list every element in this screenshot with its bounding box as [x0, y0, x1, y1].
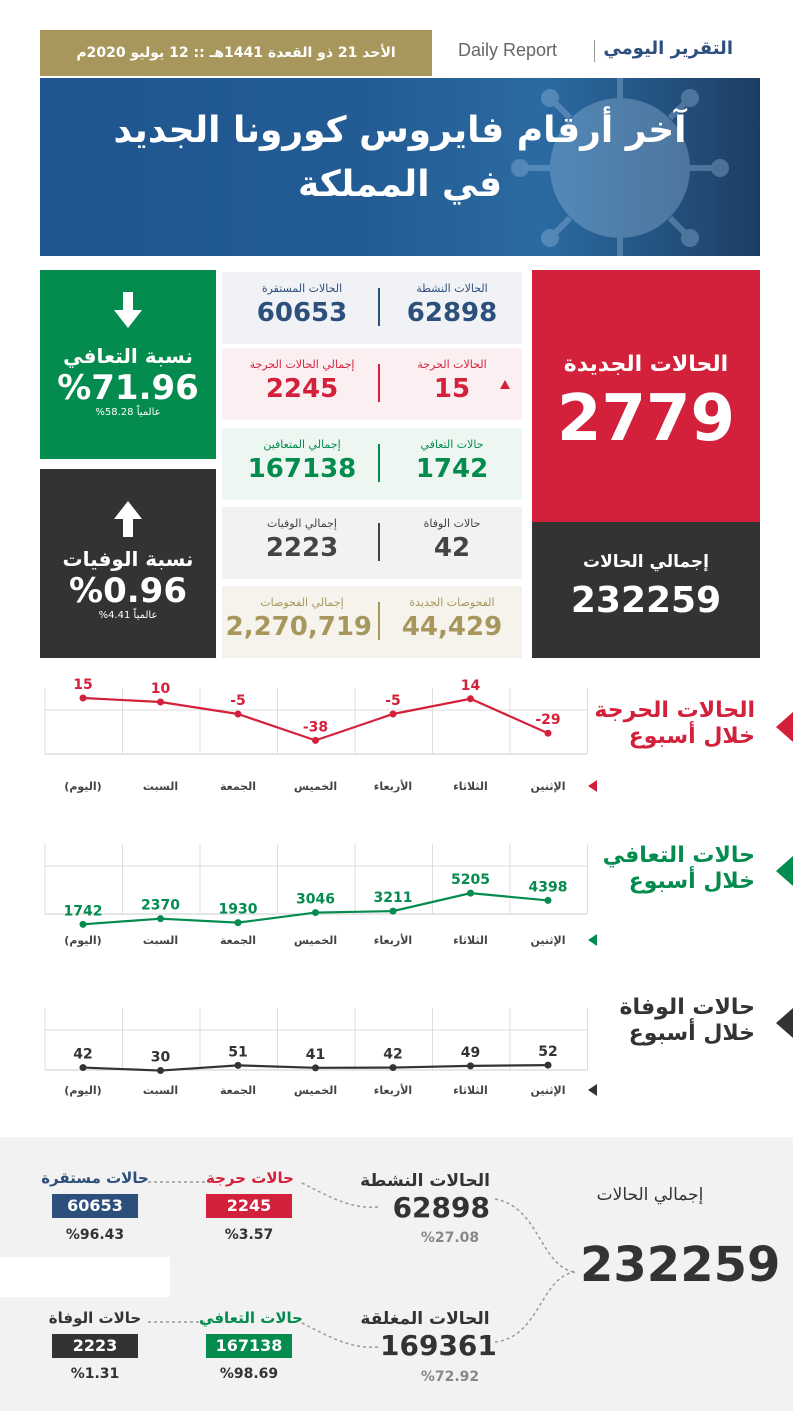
chart-data-label: 3046 [296, 891, 335, 908]
critical-chart-title [594, 698, 755, 751]
recovery-rate-value: %71.96 [57, 368, 199, 408]
chart-point [312, 909, 319, 916]
recovered-chip: 167138 [206, 1334, 292, 1358]
recovery-chart-marker-icon [776, 856, 793, 886]
chart-tick-label: السبت [142, 1084, 179, 1097]
chart-tick-label: السبت [142, 934, 179, 947]
critical-pct: %3.57 [224, 1227, 274, 1243]
total-cases-label: إجمالي الحالات [583, 552, 709, 572]
recovered-pct: %98.69 [219, 1366, 279, 1382]
chart-point [80, 1064, 87, 1071]
chart-data-label: 42 [383, 1046, 403, 1063]
chart-point [80, 695, 87, 702]
chart-tick-label: الأربعاء [373, 780, 413, 793]
chart-data-label: 15 [73, 677, 93, 693]
chart-data-label: -29 [535, 712, 561, 729]
stat-left-value: 2223 [265, 533, 339, 563]
chart-point [235, 1062, 242, 1069]
report-date: الأحد 21 ذو القعدة 1441هـ :: 12 يوليو 2020م [76, 45, 396, 61]
deaths-chart-title-line2: خلال أسبوع [628, 1021, 755, 1047]
chart-tick-label: (اليوم) [64, 1084, 102, 1097]
stat-row [222, 348, 522, 420]
chart-axis-marker-icon [588, 1084, 597, 1096]
chart-data-label: 41 [305, 1046, 326, 1063]
stat-left-label: إجمالي الحالات الحرجة [249, 358, 355, 371]
chart-point [312, 737, 319, 744]
chart-data-label: 49 [460, 1044, 481, 1061]
headline-line-1: آخر أرقام فايروس كورونا الجديد [113, 110, 687, 151]
death-rate-label: نسبة الوفيات [62, 547, 194, 571]
active-cases-label: الحالات النشطة [360, 1171, 490, 1191]
breakdown-total-value: 232259 [580, 1237, 781, 1293]
recovery-rate-label: نسبة التعافي [63, 344, 193, 368]
breakdown-separator [0, 1257, 170, 1297]
stat-left-label: إجمالي المتعافين [263, 438, 341, 451]
chart-data-label: 14 [460, 677, 481, 694]
critical-cases-chart [40, 670, 600, 800]
stat-row [222, 586, 522, 658]
recovery-chart-title [603, 843, 755, 896]
recovery-chart-title-line2: خلال أسبوع [628, 869, 755, 895]
chart-tick-label: الثلاثاء [453, 780, 488, 793]
chart-data-label: 1930 [218, 901, 258, 918]
stat-right-label: حالات الوفاة [423, 517, 481, 530]
recovered-label: حالات التعافي [199, 1309, 303, 1327]
stable-chip: 60653 [52, 1194, 138, 1218]
deaths-chart-title [619, 995, 755, 1048]
closed-cases-value: 169361 [380, 1329, 497, 1362]
chart-tick-label: الثلاثاء [453, 934, 488, 947]
stable-label: حالات مستقرة [41, 1169, 149, 1187]
stat-row [222, 272, 522, 344]
chart-tick-label: الإثنين [530, 1084, 566, 1097]
arrow-down-icon [114, 292, 142, 328]
chart-data-label: 52 [538, 1044, 558, 1061]
active-cases-value: 62898 [392, 1191, 490, 1224]
stat-divider [378, 602, 380, 640]
chart-point [545, 897, 552, 904]
stat-left-value: 2245 [265, 374, 339, 404]
chart-data-label: -5 [230, 693, 246, 709]
stat-left-label: إجمالي الوفيات [267, 517, 337, 530]
stat-right-label: الفحوصات الجديدة [409, 596, 495, 609]
chart-point [157, 699, 164, 706]
active-cases-pct: %27.08 [420, 1230, 480, 1246]
new-cases-label: الحالات الجديدة [563, 352, 729, 377]
deaths-chip: 2223 [52, 1334, 138, 1358]
chart-point [545, 730, 552, 737]
chart-data-label: -5 [385, 693, 401, 709]
stat-right-value: 62898 [406, 298, 498, 328]
critical-chart-title-line1: الحالات الحرجة [594, 698, 755, 723]
closed-cases-label: الحالات المغلقة [360, 1309, 490, 1329]
deaths-chart [40, 990, 600, 1110]
title-divider [594, 40, 595, 62]
chart-tick-label: (اليوم) [64, 934, 102, 947]
death-rate-value: %0.96 [69, 571, 187, 611]
chart-point [545, 1062, 552, 1069]
stat-right-label: حالات التعافي [420, 438, 484, 451]
stat-right-value: 44,429 [401, 612, 503, 642]
chart-axis-marker-icon [588, 934, 597, 946]
stat-right-label: الحالات الحرجة [417, 358, 487, 371]
recovery-chart-title-line1: حالات التعافي [602, 843, 755, 868]
chart-data-label: 30 [150, 1049, 171, 1066]
closed-cases-pct: %72.92 [420, 1369, 480, 1385]
chart-point [390, 1064, 397, 1071]
headline-line-2: في المملكة [297, 164, 503, 205]
cases-breakdown-panel [0, 1137, 793, 1411]
new-cases-value: 2779 [556, 382, 736, 456]
chart-tick-label: الأربعاء [373, 1084, 413, 1097]
chart-data-label: 3211 [373, 890, 413, 907]
chart-data-label: 2370 [141, 897, 180, 914]
new-cases-card [532, 270, 760, 522]
chart-point [80, 921, 87, 928]
critical-chart-marker-icon [776, 712, 793, 742]
arrow-up-icon [500, 380, 510, 389]
chart-data-label: 42 [73, 1046, 93, 1063]
chart-data-label: 5205 [451, 872, 490, 889]
deaths-chart-title-line1: حالات الوفاة [619, 995, 755, 1020]
recovery-rate-global: عالمياً 58.28% [95, 407, 161, 418]
chart-axis-marker-icon [588, 780, 597, 792]
chart-data-label: 1742 [63, 903, 103, 920]
chart-point [157, 915, 164, 922]
report-title-arabic: التقرير اليومي [603, 38, 733, 59]
report-title-english: Daily Report [458, 40, 558, 60]
chart-point [467, 890, 474, 897]
stat-right-value: 42 [433, 533, 471, 563]
chart-point [235, 711, 242, 718]
chart-tick-label: الأربعاء [373, 934, 413, 947]
chart-point [467, 1062, 474, 1069]
chart-tick-label: الجمعة [219, 1084, 257, 1097]
stat-left-value: 167138 [247, 454, 357, 484]
chart-tick-label: الجمعة [219, 934, 257, 947]
chart-point [467, 695, 474, 702]
chart-point [157, 1067, 164, 1074]
chart-data-label: -38 [302, 719, 329, 736]
stat-row [222, 507, 522, 579]
chart-point [235, 919, 242, 926]
stable-pct: %96.43 [65, 1227, 125, 1243]
chart-data-label: 10 [150, 681, 171, 697]
stat-divider [378, 444, 380, 482]
stat-left-label: إجمالي الفحوصات [260, 596, 344, 609]
chart-tick-label: الثلاثاء [453, 1084, 488, 1097]
deaths-chart-marker-icon [776, 1008, 793, 1038]
recovery-cases-chart [40, 830, 600, 960]
chart-data-label: 4398 [528, 879, 568, 896]
stat-right-label: الحالات النشطة [416, 282, 488, 295]
death-rate-global: عالمياً 4.41% [98, 610, 158, 621]
chart-tick-label: السبت [142, 780, 179, 793]
chart-tick-label: (اليوم) [64, 780, 102, 793]
breakdown-total-label: إجمالي الحالات [596, 1185, 704, 1205]
total-cases-card [532, 522, 760, 658]
chart-tick-label: الخميس [293, 780, 338, 793]
chart-tick-label: الإثنين [530, 934, 566, 947]
recovery-rate-card [40, 270, 216, 459]
stat-left-label: الحالات المستقرة [261, 282, 343, 295]
deaths-label: حالات الوفاة [48, 1309, 142, 1327]
critical-chip: 2245 [206, 1194, 292, 1218]
chart-point [312, 1064, 319, 1071]
chart-tick-label: الجمعة [219, 780, 257, 793]
critical-chart-title-line2: خلال أسبوع [628, 724, 755, 750]
stat-divider [378, 523, 380, 561]
chart-tick-label: الإثنين [530, 780, 566, 793]
stat-right-value: 1742 [415, 454, 489, 484]
chart-point [390, 908, 397, 915]
chart-data-label: 51 [228, 1044, 248, 1061]
chart-tick-label: الخميس [293, 1084, 338, 1097]
stat-divider [378, 364, 380, 402]
death-rate-card [40, 469, 216, 658]
chart-tick-label: الخميس [293, 934, 338, 947]
chart-point [390, 711, 397, 718]
headline-banner [40, 78, 760, 256]
date-bar [40, 30, 432, 76]
stat-left-value: 2,270,719 [225, 612, 372, 642]
total-cases-value: 232259 [570, 580, 722, 621]
stat-left-value: 60653 [256, 298, 348, 328]
deaths-pct: %1.31 [70, 1366, 120, 1382]
critical-label: حالات حرجة [206, 1169, 294, 1187]
arrow-up-icon [114, 501, 142, 537]
stat-divider [378, 288, 380, 326]
stat-row [222, 428, 522, 500]
stat-right-value: 15 [433, 374, 471, 404]
